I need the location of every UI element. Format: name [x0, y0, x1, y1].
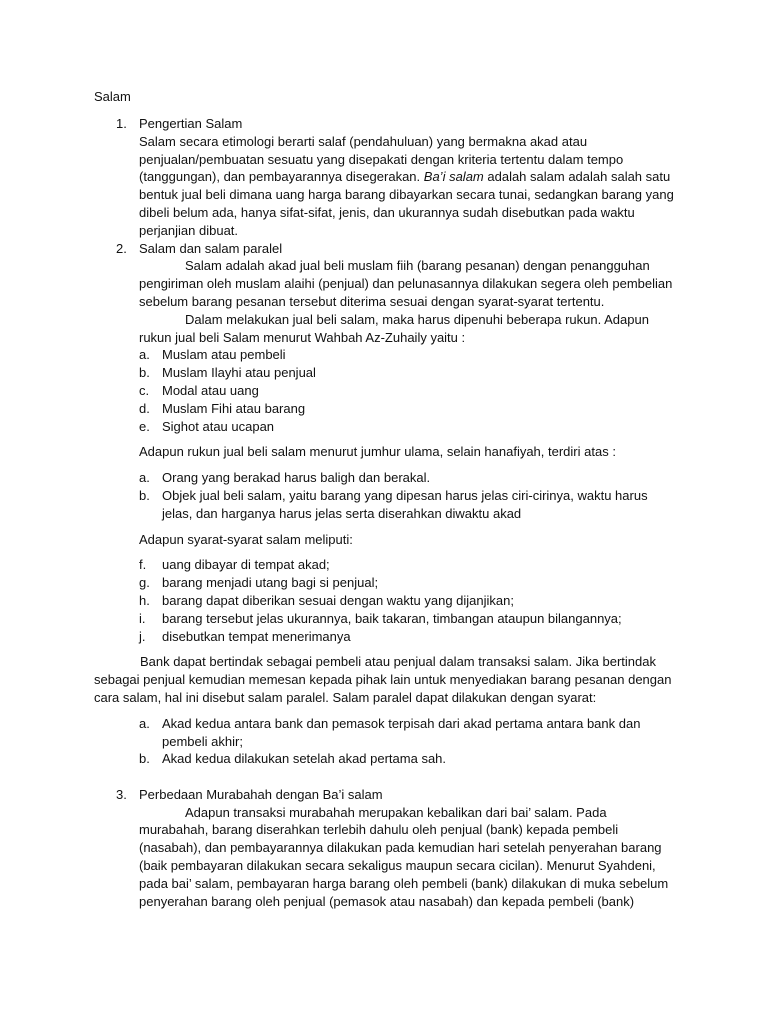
section-heading: Perbedaan Murabahah dengan Ba’i salam — [139, 786, 383, 802]
list-text: Orang yang berakad harus baligh dan berakal. — [162, 470, 431, 486]
list-text: Muslam Ilayhi atau penjual — [162, 365, 316, 381]
list-marker: g. — [139, 575, 150, 591]
list-intro: Adapun rukun jual beli salam menurut jumhur ulama, selain hanafiyah, terdiri atas : — [139, 444, 616, 460]
list-marker: b. — [139, 487, 150, 503]
list-text: barang tersebut jelas ukurannya, baik takaran, timbangan ataupun bilangannya; — [162, 610, 622, 626]
list-text: Muslam Fihi atau barang — [162, 400, 306, 416]
list-marker: a. — [139, 470, 150, 486]
list-marker: i. — [139, 610, 146, 626]
list-text: barang menjadi utang bagi si penjual; — [162, 575, 379, 591]
paragraph-text: adalah salam adalah salah satu bentuk jual beli dimana uang harga barang dibayarkan secara tunai, sedangkan barang yang dibeli belum ada, hanya sifat-sifat, jenis, dan ukurannya sudah disebutkan pada waktu perjanjian dibuat. — [139, 169, 674, 238]
list-text: Modal atau uang — [162, 382, 259, 398]
list-item — [139, 556, 674, 574]
section-number: 1. — [116, 116, 127, 131]
list-item — [139, 364, 674, 382]
list-marker: b. — [139, 365, 150, 381]
list-text: Objek jual beli salam, yaitu barang yang dipesan harus jelas ciri-cirinya, waktu harus jelas, dan harganya harus jelas serta diserahkan diwaktu akad — [162, 487, 648, 521]
list-marker: c. — [139, 382, 150, 398]
section-number: 3. — [116, 786, 127, 802]
list-item — [139, 382, 674, 400]
section-perbedaan-murabahah — [94, 786, 674, 911]
list-intro: Adapun syarat-syarat salam meliputi: — [139, 531, 353, 547]
spacer — [139, 645, 674, 653]
list-text: Akad kedua dilakukan setelah akad pertama sah. — [162, 751, 447, 767]
list-marker: e. — [139, 418, 150, 434]
spacer — [94, 768, 674, 786]
spacer — [139, 435, 674, 443]
list-text: uang dibayar di tempat akad; — [162, 557, 330, 573]
italic-term: Ba’i salam — [423, 169, 484, 185]
list-text: Sighot atau ucapan — [162, 418, 275, 434]
section-paragraph — [139, 133, 674, 240]
section-pengertian-salam — [94, 115, 674, 240]
list-item — [139, 418, 674, 436]
section-heading: Pengertian Salam — [139, 116, 243, 131]
list-item — [139, 715, 674, 751]
paragraph-text: Salam secara etimologi berarti salaf (pendahuluan) yang bermakna akad atau penjualan/pembuatan sesuatu yang disepakati dengan kriteria tertentu dalam tempo (tanggungan), dan pembayarannya disegerakan. — [139, 133, 624, 185]
list-item — [139, 628, 674, 646]
list-text: barang dapat diberikan sesuai dengan waktu yang dijanjikan; — [162, 592, 514, 608]
paralel-conditions — [94, 715, 674, 768]
list-text: Akad kedua antara bank dan pemasok terpisah dari akad pertama antara bank dan pembeli akhir; — [162, 715, 641, 749]
list-item — [139, 610, 674, 628]
spacer — [139, 461, 674, 469]
list-marker: b. — [139, 751, 150, 767]
list-marker: j. — [139, 628, 146, 644]
section-heading: Salam dan salam paralel — [139, 240, 283, 256]
list-text: disebutkan tempat menerimanya — [162, 628, 351, 644]
rukun-list — [139, 346, 674, 435]
list-item — [139, 574, 674, 592]
document-body — [94, 115, 674, 910]
list-marker: d. — [139, 400, 150, 416]
list-text: Muslam atau pembeli — [162, 347, 286, 363]
jumhur-list — [139, 469, 674, 522]
indented-paragraph: Adapun transaksi murabahah merupakan kebalikan dari bai’ salam. Pada murabahah, barang diserahkan terlebih dahulu oleh penjual (bank) kepada pembeli (nasabah), dan pembayarannya dilakukan pada kemudian hari setelah penyerahan barang (baik pembayaran dilakukan secara sekaligus maupun secara cicilan). Menurut Syahdeni, pada bai’ salam, pembayaran harga barang oleh pembeli (bank) dilakukan di muka sebelum penyerahan barang oleh penjual (pemasok atau nasabah) dan kepada pembeli (bank) — [139, 804, 669, 909]
list-item — [139, 592, 674, 610]
list-marker: a. — [139, 715, 150, 731]
syarat-list — [139, 556, 674, 645]
list-item — [139, 487, 674, 523]
list-marker: a. — [139, 347, 150, 363]
section-salam-paralel — [94, 240, 674, 654]
spacer — [94, 707, 674, 715]
list-item — [139, 469, 674, 487]
indented-paragraph: Salam adalah akad jual beli muslam fiih (barang pesanan) dengan penangguhan pengiriman oleh muslam alaihi (penjual) dan pelunasannya dilakukan segera oleh pembelian sebelum barang pesanan tersebut diterima sesuai dengan syarat-syarat tertentu. — [139, 258, 673, 309]
section-number: 2. — [116, 240, 127, 256]
list-item — [139, 346, 674, 364]
list-item — [139, 400, 674, 418]
list-item — [139, 750, 674, 768]
document-title: Salam — [94, 89, 131, 104]
spacer — [139, 523, 674, 531]
list-marker: h. — [139, 592, 150, 608]
list-marker: f. — [139, 557, 147, 573]
indented-paragraph: Dalam melakukan jual beli salam, maka harus dipenuhi beberapa rukun. Adapun rukun jual beli Salam menurut Wahbah Az-Zuhaily yaitu : — [139, 311, 649, 345]
spacer — [139, 548, 674, 556]
bank-paragraph: Bank dapat bertindak sebagai pembeli atau penjual dalam transaksi salam. Jika bertindak sebagai penjual kemudian memesan kepada pihak lain untuk menyediakan barang pesanan dengan cara salam, hal ini disebut salam paralel. Salam paralel dapat dilakukan dengan syarat: — [94, 654, 672, 705]
